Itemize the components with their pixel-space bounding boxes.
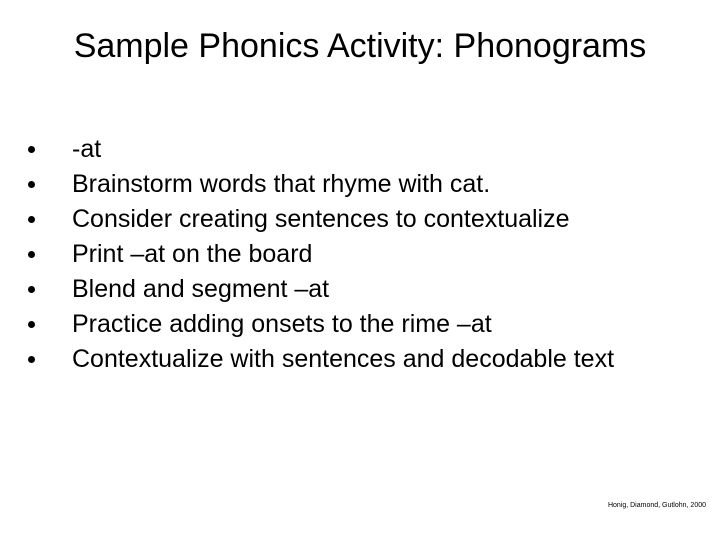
citation: Honig, Diamond, Gutlohn, 2000: [607, 502, 706, 509]
bullet-dot-icon: [28, 216, 35, 223]
bullet-dot-icon: [28, 286, 35, 293]
bullet-text: Consider creating sentences to contextualize: [72, 205, 570, 233]
bullet-item: [28, 132, 688, 167]
bullet-text: Print –at on the board: [72, 240, 313, 268]
bullet-dot-icon: [28, 356, 35, 363]
bullet-item: [28, 237, 688, 272]
bullet-text: Blend and segment –at: [72, 275, 330, 303]
bullet-item: [28, 272, 688, 307]
bullet-text: Brainstorm words that rhyme with cat.: [72, 170, 491, 198]
bullet-item: [28, 167, 688, 202]
bullet-item: [28, 342, 688, 377]
bullet-item: [28, 307, 688, 342]
bullet-item: [28, 202, 688, 237]
bullet-text: Contextualize with sentences and decodable text: [72, 345, 615, 373]
bullet-dot-icon: [28, 146, 35, 153]
bullet-dot-icon: [28, 251, 35, 258]
bullet-dot-icon: [28, 321, 35, 328]
bullet-text: -at: [72, 135, 102, 163]
slide-title: Sample Phonics Activity: Phonograms: [73, 27, 647, 65]
bullet-dot-icon: [28, 181, 35, 188]
bullet-text: Practice adding onsets to the rime –at: [72, 310, 492, 338]
bullet-list: [28, 132, 688, 377]
